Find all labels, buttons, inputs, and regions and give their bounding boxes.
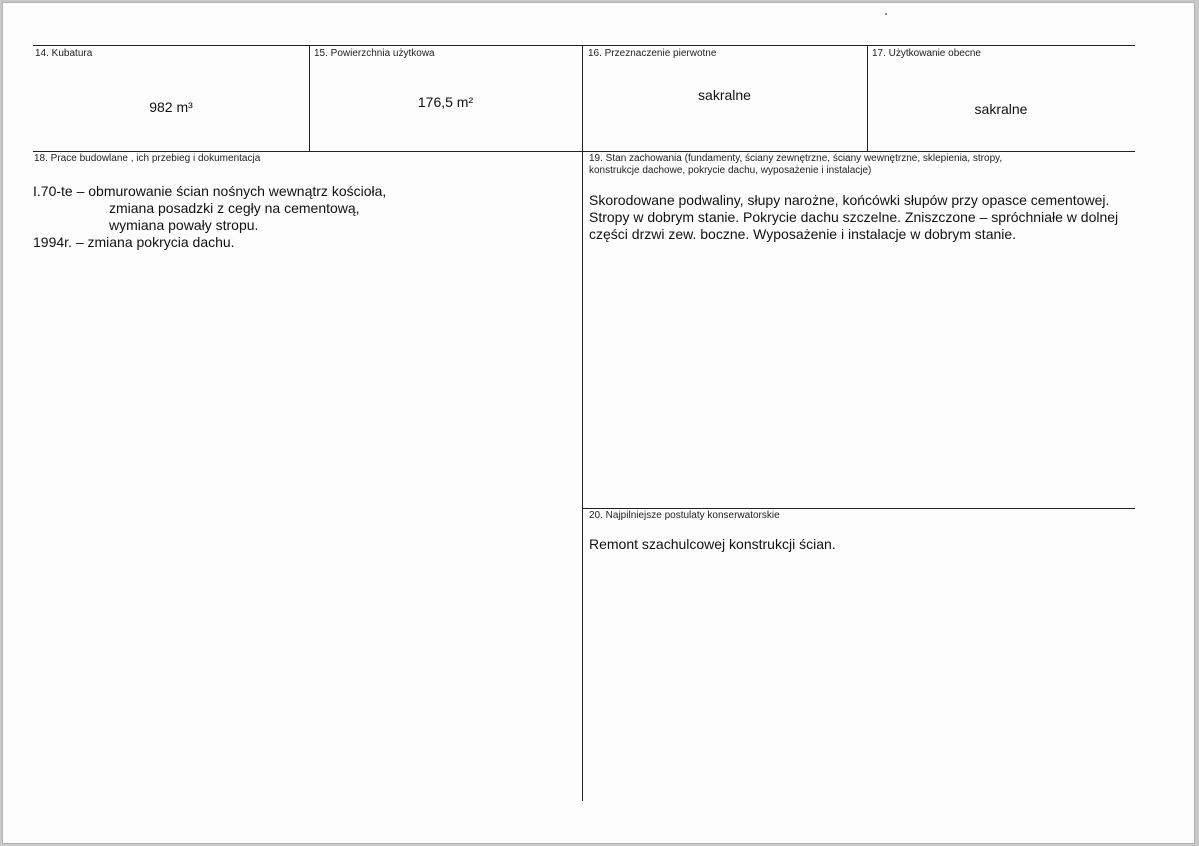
field-19-line: Stropy w dobrym stanie. Pokrycie dachu szczelne. Zniszczone – spróchniałe w dolnej xyxy=(589,209,1119,225)
row-divider-line xyxy=(33,151,1135,152)
field-18-label: 18. Prace budowlane , ich przebieg i dokumentacja xyxy=(34,153,261,164)
field-19-label-line: 19. Stan zachowania (fundamenty, ściany zewnętrzne, ściany wewnętrzne, sklepienia, stropy, xyxy=(589,153,1003,164)
scan-speck xyxy=(885,13,887,15)
field-14-label: 14. Kubatura xyxy=(35,48,93,59)
field-15-value: 176,5 m² xyxy=(417,94,474,110)
field-16-label: 16. Przeznaczenie pierwotne xyxy=(588,48,717,59)
field-18-line: 1994r. – zmiana pokrycia dachu. xyxy=(33,234,235,250)
column-divider-line xyxy=(867,45,868,151)
field-18-line: I.70-te – obmurowanie ścian nośnych wewnątrz kościoła, xyxy=(33,183,387,199)
center-divider-line xyxy=(582,45,583,801)
field-19-label-line: konstrukcje dachowe, pokrycie dachu, wyposażenie i instalacje) xyxy=(589,165,872,176)
field-19-label xyxy=(589,153,1002,177)
field-19-line: Skorodowane podwaliny, słupy narożne, końcówki słupów przy opasce cementowej. xyxy=(589,192,1110,208)
field-19-line: części drzwi zew. boczne. Wyposażenie i instalacje w dobrym stanie. xyxy=(589,226,1017,242)
field-20-line: Remont szachulcowej konstrukcji ścian. xyxy=(589,536,836,552)
field-17-label: 17. Użytkowanie obecne xyxy=(872,48,981,59)
field-15-label: 15. Powierzchnia użytkowa xyxy=(314,48,435,59)
field-14-value: 982 m³ xyxy=(149,99,193,115)
field-19-text xyxy=(589,192,1118,243)
top-border-line xyxy=(33,45,1135,46)
field-18-line: wymiana powały stropu. xyxy=(109,217,259,233)
form-sheet xyxy=(2,2,1195,844)
field-17-value: sakralne xyxy=(974,101,1028,117)
field-18-text xyxy=(33,183,386,251)
section-20-divider-line xyxy=(582,508,1135,509)
field-20-text xyxy=(589,536,836,553)
field-20-label: 20. Najpilniejsze postulaty konserwatorskie xyxy=(589,510,780,521)
field-16-value: sakralne xyxy=(698,87,751,103)
field-18-line: zmiana posadzki z cegły na cementową, xyxy=(109,200,360,216)
